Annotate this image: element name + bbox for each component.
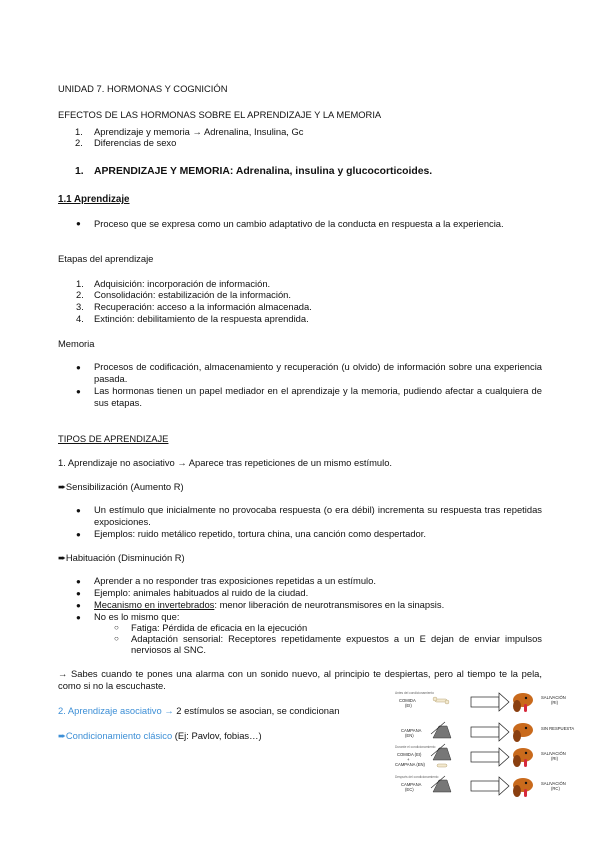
types-title: TIPOS DE APRENDIZAJE <box>58 433 169 444</box>
bullet-icon: ● <box>76 506 81 515</box>
response-label: SIN RESPUESTA <box>541 726 575 731</box>
stimulus-label: CAMPANA (EN) <box>395 762 425 767</box>
not-same-item: Adaptación sensorial: Receptores repetidamente expuestos a un E dejan de enviar impulsos nerviosos al SNC. <box>131 633 542 655</box>
habituation-bullet: Ejemplo: animales habituados al ruido de la ciudad. <box>94 587 309 598</box>
memory-bullet: Procesos de codificación, almacenamiento y recuperación (u olvido) de información sobre una experiencia pasada. <box>94 361 542 384</box>
stage-num: 2. <box>76 289 84 300</box>
sensitization-bullet: Ejemplos: ruido metálico repetido, tortura china, una canción como despertador. <box>94 528 426 539</box>
circle-bullet-icon: ○ <box>114 634 119 643</box>
response-label: SALIVACIÓN <box>541 695 566 700</box>
response-label: (RC) <box>551 786 560 791</box>
sensitization-bullet: Un estímulo que inicialmente no provocaba respuesta (o era débil) incrementa su respuesta tras repetidas exposiciones. <box>94 504 542 527</box>
not-same-line: No es lo mismo que: <box>94 611 180 622</box>
associative-text: 2 estímulos se asocian, se condicionan <box>173 705 340 716</box>
row-header: Antes del condicionamiento <box>395 691 434 695</box>
arrow-icon <box>471 748 509 766</box>
response-label: SALIVACIÓN <box>541 751 566 756</box>
dog-icon <box>513 723 533 742</box>
heading1-num: 1. <box>75 166 84 177</box>
stage-num: 3. <box>76 301 84 312</box>
stages-label: Etapas del aprendizaje <box>58 253 154 264</box>
associative-label: 2. Aprendizaje asociativo → <box>58 705 174 716</box>
dog-icon <box>513 778 533 797</box>
stage-num: 1. <box>76 278 84 289</box>
bullet-icon: ● <box>76 387 81 396</box>
bullet-icon: ● <box>76 363 81 372</box>
classical-text: (Ej: Pavlov, fobias…) <box>172 730 262 741</box>
stimulus-label: COMIDA (EI) <box>397 752 422 757</box>
subheading-1-1: 1.1 Aprendizaje <box>58 194 130 205</box>
stimulus-label: + <box>407 757 410 762</box>
stimulus-label: (EI) <box>405 703 412 708</box>
stage-item: Recuperación: acceso a la información almacenada. <box>94 301 312 312</box>
sensitization-heading: ➨Sensibilización (Aumento R) <box>58 481 184 492</box>
toc-item: Aprendizaje y memoria → Adrenalina, Insulina, Gc <box>94 126 304 137</box>
stimulus-label: CAMPANA <box>401 782 422 787</box>
habituation-heading: ➨Habituación (Disminución R) <box>58 552 185 563</box>
stage-item: Adquisición: incorporación de información. <box>94 278 271 289</box>
arrow-icon <box>471 777 509 795</box>
response-label: SALIVACIÓN <box>541 781 566 786</box>
toc-num: 1. <box>75 126 83 137</box>
mechanism-label: Mecanismo en invertebrados <box>94 599 215 610</box>
response-label: (RI) <box>551 700 558 705</box>
bullet-icon: ● <box>76 530 81 539</box>
stage-item: Extinción: debilitamiento de la respuesta aprendida. <box>94 313 309 324</box>
mechanism-text: : menor liberación de neurotransmisores en la sinapsis. <box>214 599 445 610</box>
memory-label: Memoria <box>58 338 95 349</box>
pavlov-diagram <box>393 690 595 810</box>
stimulus-label: COMIDA <box>399 698 416 703</box>
classical-conditioning-line <box>58 730 262 742</box>
stage-num: 4. <box>76 313 84 324</box>
not-same-item: Fatiga: Pérdida de eficacia en la ejecución <box>131 622 308 633</box>
alarm-note: → Sabes cuando te pones una alarma con un sonido nuevo, al principio te despiertas, pero al tiempo te la pela, como si no la escuchaste. <box>58 668 542 691</box>
arrow-icon <box>471 723 509 741</box>
bullet-icon: ● <box>76 613 81 622</box>
stimulus-label: CAMPANA <box>401 728 422 733</box>
toc-num: 2. <box>75 137 83 148</box>
pavlov-conditioning-figure <box>393 690 595 810</box>
bone-icon <box>433 697 449 704</box>
memory-bullet: Las hormonas tienen un papel mediador en el aprendizaje y la memoria, pudiendo afectar a cualquiera de sus etapas. <box>94 385 542 408</box>
bullet-icon: ● <box>76 589 81 598</box>
associative-line <box>58 705 339 716</box>
dog-icon <box>513 693 533 712</box>
heading1: APRENDIZAJE Y MEMORIA: Adrenalina, insulina y glucocorticoides. <box>94 166 433 177</box>
row-header: Durante el condicionamiento <box>395 745 436 749</box>
bullet-icon: ● <box>76 601 81 610</box>
section-title: EFECTOS DE LAS HORMONAS SOBRE EL APRENDIZAJE Y LA MEMORIA <box>58 109 382 120</box>
bell-icon <box>431 722 451 738</box>
learning-definition: Proceso que se expresa como un cambio adaptativo de la conducta en respuesta a la experiencia. <box>94 218 504 229</box>
bullet-icon: ● <box>76 577 81 586</box>
stage-item: Consolidación: estabilización de la información. <box>94 289 291 300</box>
habituation-bullet: Aprender a no responder tras exposiciones repetidas a un estímulo. <box>94 575 376 586</box>
response-label: (RI) <box>551 756 558 761</box>
unit-title: UNIDAD 7. HORMONAS Y COGNICIÓN <box>58 83 228 94</box>
circle-bullet-icon: ○ <box>114 623 119 632</box>
non-associative-line: 1. Aprendizaje no asociativo → Aparece tras repeticiones de un mismo estímulo. <box>58 457 393 468</box>
row-header: Después del condicionamiento <box>395 775 439 779</box>
classical-label: ➨Condicionamiento clásico <box>58 730 173 741</box>
bone-icon <box>437 764 447 767</box>
arrow-icon <box>471 693 509 711</box>
mechanism-line <box>94 599 444 610</box>
stimulus-label: (EC) <box>405 787 414 792</box>
bullet-icon: ● <box>76 219 81 228</box>
stimulus-label: (EN) <box>405 733 414 738</box>
dog-icon <box>513 748 533 767</box>
toc-item: Diferencias de sexo <box>94 137 177 148</box>
